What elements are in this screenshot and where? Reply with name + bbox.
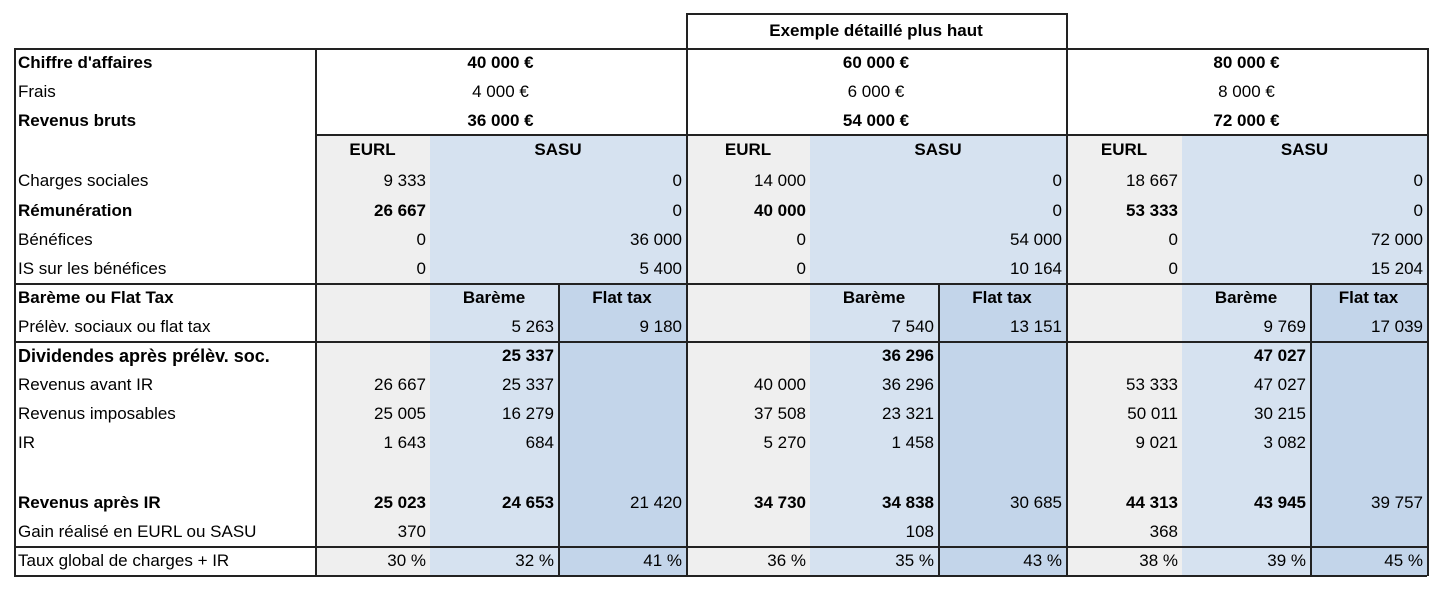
row-label-gain: Gain réalisé en EURL ou SASU: [18, 522, 257, 541]
scenario-3-flat-tax-taux-global: 45 %: [1384, 551, 1423, 570]
scenario-1-flat-tax-header: Flat tax: [592, 288, 652, 307]
scenario-1-eurl-taux-global: 30 %: [387, 551, 426, 570]
row-label-dividendes: Dividendes après prélèv. soc.: [18, 345, 270, 366]
scenario-2-flat-tax-header: Flat tax: [972, 288, 1032, 307]
title-box: Exemple détaillé plus haut: [769, 21, 983, 40]
scenario-1-sasu-is-benefices: 5 400: [639, 259, 682, 278]
scenario-1-bareme-revenus-imposables: 16 279: [502, 404, 554, 423]
scenario-1-eurl-revenus-apres-ir: 25 023: [374, 492, 426, 512]
column-divider: [315, 48, 317, 575]
row-divider: [14, 575, 1427, 577]
column-divider: [1066, 48, 1068, 575]
scenario-1-flat-tax-taux-global: 41 %: [643, 551, 682, 570]
scenario-3-sasu-benefices: 72 000: [1371, 230, 1423, 249]
scenario-3-eurl-is-benefices: 0: [1168, 259, 1178, 278]
scenario-3-sasu-charges-sociales: 0: [1413, 170, 1423, 190]
scenario-3-chiffre-affaires: 80 000 €: [1213, 53, 1280, 72]
scenario-1-chiffre-affaires: 40 000 €: [467, 53, 534, 72]
scenario-1-revenus-bruts: 36 000 €: [467, 110, 534, 130]
scenario-1-eurl-ir: 1 643: [383, 433, 426, 452]
column-divider: [1066, 13, 1068, 48]
scenario-2-eurl-benefices: 0: [796, 230, 806, 249]
scenario-3-flat-tax-header: Flat tax: [1338, 288, 1399, 307]
scenario-2-bareme-dividendes: 36 296: [882, 346, 934, 365]
scenario-2-eurl-revenus-imposables: 37 508: [754, 404, 806, 423]
scenario-3-eurl-gain: 368: [1149, 522, 1178, 541]
scenario-1-eurl-gain: 370: [397, 522, 426, 541]
scenario-2-eurl-is-benefices: 0: [796, 259, 806, 278]
scenario-1-frais: 4 000 €: [472, 82, 529, 101]
scenario-3-bareme-revenus-avant-ir: 47 027: [1254, 375, 1306, 394]
scenario-2-bareme-gain: 108: [905, 522, 934, 541]
scenario-2-bareme-revenus-avant-ir: 36 296: [882, 375, 934, 394]
scenario-2-bareme-revenus-imposables: 23 321: [882, 404, 934, 423]
scenario-3-eurl-remuneration: 53 333: [1126, 200, 1178, 220]
row-label-bareme-ou-flat: Barème ou Flat Tax: [18, 288, 174, 307]
scenario-3-bareme-header: Barème: [1214, 288, 1278, 307]
row-label-remuneration: Rémunération: [18, 200, 133, 220]
scenario-2-bareme-header: Barème: [842, 288, 906, 307]
scenario-2-eurl-remuneration: 40 000: [754, 200, 806, 220]
scenario-1-eurl-revenus-avant-ir: 26 667: [374, 375, 426, 394]
scenario-1-sasu-header: SASU: [534, 140, 582, 159]
scenario-1-sasu-remuneration: 0: [672, 200, 682, 220]
scenario-2-bareme-ir: 1 458: [891, 433, 934, 452]
scenario-2-bareme-taux-global: 35 %: [895, 551, 934, 570]
scenario-1-bareme-header: Barème: [462, 288, 526, 307]
scenario-2-sasu-remuneration: 0: [1052, 200, 1062, 220]
row-label-taux-global: Taux global de charges + IR: [18, 551, 230, 570]
scenario-2-flat-tax-revenus-apres-ir: 30 685: [1010, 492, 1062, 512]
row-divider: [686, 13, 1066, 15]
scenario-3-eurl-revenus-imposables: 50 011: [1127, 404, 1178, 423]
row-label-chiffre-affaires: Chiffre d'affaires: [18, 53, 153, 72]
scenario-3-eurl-taux-global: 38 %: [1139, 551, 1178, 570]
scenario-1-bareme-ir: 684: [525, 433, 554, 452]
row-label-revenus-avant-ir: Revenus avant IR: [18, 375, 154, 394]
scenario-2-eurl-gain: [686, 517, 810, 546]
scenario-2-sasu-header: SASU: [914, 140, 962, 159]
column-divider: [938, 283, 940, 575]
scenario-1-bareme-dividendes: 25 337: [502, 346, 554, 365]
scenario-3-revenus-bruts: 72 000 €: [1213, 110, 1280, 130]
row-divider: [315, 134, 1427, 136]
column-divider: [1427, 48, 1429, 575]
scenario-2-frais: 6 000 €: [847, 82, 905, 101]
row-label-revenus-bruts: Revenus bruts: [18, 110, 137, 130]
scenario-2-sasu-benefices: 54 000: [1010, 230, 1062, 249]
scenario-2-bareme-revenus-apres-ir: 34 838: [882, 492, 934, 512]
scenario-2-eurl-ir: 5 270: [763, 433, 806, 452]
scenario-1-bareme-gain: [430, 517, 558, 546]
column-divider: [558, 283, 560, 575]
row-label-frais: Frais: [18, 82, 56, 101]
column-divider: [686, 48, 688, 575]
scenario-3-sasu-header: SASU: [1280, 140, 1329, 159]
scenario-3-eurl-revenus-avant-ir: 53 333: [1126, 375, 1178, 394]
scenario-2-eurl-revenus-avant-ir: 40 000: [754, 375, 806, 394]
scenario-1-bareme-taux-global: 32 %: [515, 551, 554, 570]
scenario-3-eurl-header: EURL: [1100, 140, 1148, 159]
column-divider: [686, 13, 688, 48]
scenario-2-revenus-bruts: 54 000 €: [842, 110, 910, 130]
scenario-1-eurl-benefices: 0: [416, 230, 426, 249]
scenario-1-eurl-is-benefices: 0: [416, 259, 426, 278]
scenario-2-bareme-prelev-sociaux: 7 540: [891, 317, 934, 336]
scenario-1-eurl-header: EURL: [349, 140, 396, 159]
scenario-1-bareme-revenus-apres-ir: 24 653: [502, 492, 554, 512]
scenario-3-flat-tax-revenus-apres-ir: 39 757: [1371, 492, 1423, 512]
scenario-3-bareme-revenus-apres-ir: 43 945: [1254, 492, 1306, 512]
scenario-3-bareme-dividendes: 47 027: [1254, 346, 1306, 365]
scenario-3-eurl-benefices: 0: [1168, 230, 1178, 249]
scenario-1-sasu-charges-sociales: 0: [672, 170, 682, 190]
row-label-prelev-sociaux: Prélèv. sociaux ou flat tax: [18, 317, 211, 336]
row-divider: [14, 48, 1427, 50]
row-label-charges-sociales: Charges sociales: [18, 170, 149, 190]
column-divider: [14, 48, 16, 576]
scenario-2-flat-tax-prelev-sociaux: 13 151: [1010, 317, 1062, 336]
scenario-2-eurl-charges-sociales: 14 000: [754, 170, 806, 190]
row-label-benefices: Bénéfices: [18, 230, 93, 249]
scenario-3-flat-tax-prelev-sociaux: 17 039: [1371, 317, 1423, 336]
scenario-3-eurl-charges-sociales: 18 667: [1126, 170, 1178, 190]
column-divider: [1310, 283, 1312, 575]
scenario-3-sasu-remuneration: 0: [1413, 200, 1423, 220]
row-label-is-benefices: IS sur les bénéfices: [18, 259, 167, 278]
scenario-1-bareme-revenus-avant-ir: 25 337: [502, 375, 554, 394]
scenario-2-eurl-header: EURL: [724, 140, 772, 159]
scenario-1-sasu-benefices: 36 000: [630, 230, 682, 249]
scenario-3-sasu-is-benefices: 15 204: [1371, 259, 1423, 278]
scenario-3-bareme-prelev-sociaux: 9 769: [1263, 317, 1306, 336]
scenario-2-flat-tax-taux-global: 43 %: [1023, 551, 1062, 570]
scenario-3-bareme-ir: 3 082: [1263, 433, 1306, 452]
scenario-3-eurl-ir: 9 021: [1135, 433, 1178, 452]
row-label-ir: IR: [18, 433, 35, 452]
row-label-revenus-imposables: Revenus imposables: [18, 404, 176, 423]
scenario-2-sasu-is-benefices: 10 164: [1010, 259, 1062, 278]
scenario-2-sasu-charges-sociales: 0: [1052, 170, 1062, 190]
scenario-2-chiffre-affaires: 60 000 €: [842, 53, 910, 72]
row-label-revenus-apres-ir: Revenus après IR: [18, 492, 161, 512]
scenario-2-eurl-revenus-apres-ir: 34 730: [754, 492, 806, 512]
scenario-1-eurl-revenus-imposables: 25 005: [374, 404, 426, 423]
scenario-1-eurl-remuneration: 26 667: [374, 200, 426, 220]
scenario-1-bareme-prelev-sociaux: 5 263: [511, 317, 554, 336]
scenario-1-flat-tax-revenus-apres-ir: 21 420: [630, 492, 682, 512]
scenario-3-eurl-revenus-apres-ir: 44 313: [1126, 492, 1178, 512]
scenario-3-bareme-revenus-imposables: 30 215: [1254, 404, 1306, 423]
row-divider: [14, 341, 1427, 343]
scenario-3-bareme-taux-global: 39 %: [1267, 551, 1306, 570]
scenario-1-flat-tax-prelev-sociaux: 9 180: [639, 317, 682, 336]
scenario-3-frais: 8 000 €: [1218, 82, 1275, 101]
scenario-1-eurl-charges-sociales: 9 333: [383, 170, 426, 190]
row-divider: [14, 546, 1427, 548]
scenario-2-eurl-taux-global: 36 %: [767, 551, 806, 570]
row-divider: [14, 283, 1427, 285]
scenario-3-bareme-gain: [1182, 517, 1310, 546]
